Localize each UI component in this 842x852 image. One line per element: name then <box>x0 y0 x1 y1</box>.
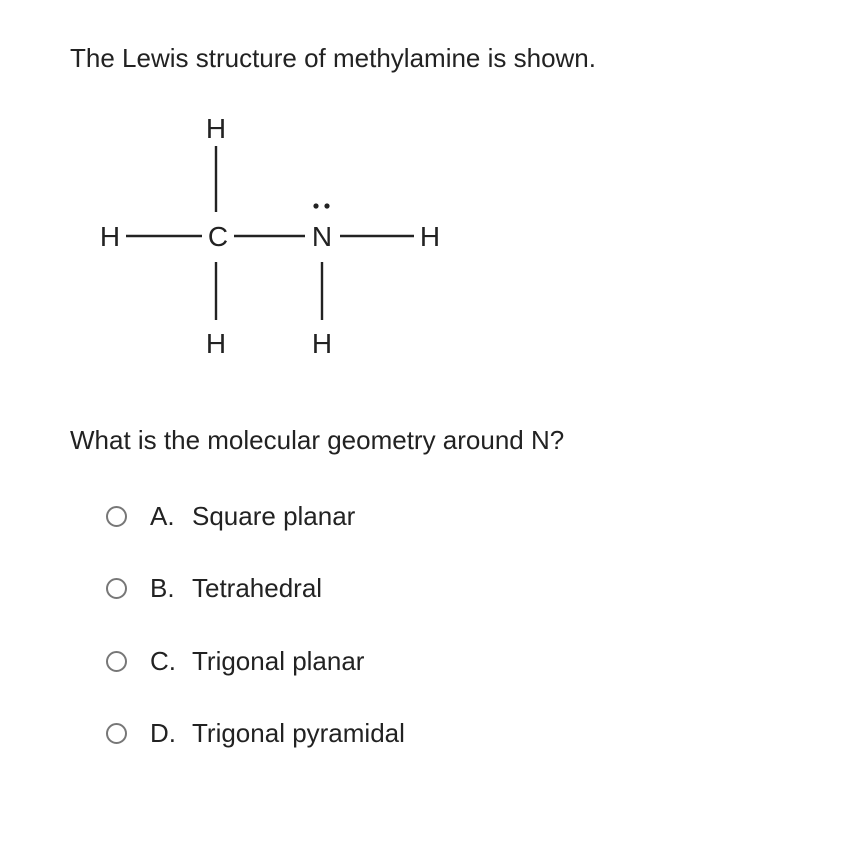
option-label: Trigonal planar <box>192 645 365 676</box>
radio-button[interactable] <box>106 506 127 527</box>
radio-button[interactable] <box>106 651 127 672</box>
radio-button[interactable] <box>106 578 127 599</box>
atom-h-bottom-nitrogen: H <box>311 328 333 359</box>
option-label: Square planar <box>192 500 356 531</box>
lone-pair-electron <box>313 203 318 208</box>
atom-h-bottom-carbon: H <box>205 328 227 359</box>
intro-text: The Lewis structure of methylamine is shown. <box>70 43 596 73</box>
option-letter: B. <box>150 573 175 603</box>
option-label: Trigonal pyramidal <box>192 718 405 748</box>
atom-carbon: C <box>207 221 229 252</box>
option-b[interactable] <box>106 573 405 605</box>
lone-pair-electron <box>324 203 329 208</box>
lewis-structure <box>0 0 842 400</box>
atom-nitrogen: N <box>311 221 333 252</box>
atom-h-left: H <box>99 221 121 252</box>
option-c[interactable] <box>106 645 405 677</box>
atom-h-right: H <box>419 221 441 252</box>
question-text: What is the molecular geometry around N? <box>70 425 565 455</box>
atom-h-top: H <box>205 113 227 144</box>
option-a[interactable] <box>106 500 405 532</box>
answer-options <box>106 500 405 790</box>
option-letter: A. <box>150 500 175 531</box>
option-d[interactable] <box>106 718 405 750</box>
option-letter: C. <box>150 645 176 676</box>
option-label: Tetrahedral <box>192 573 323 603</box>
option-letter: D. <box>150 718 176 748</box>
radio-button[interactable] <box>106 723 127 744</box>
